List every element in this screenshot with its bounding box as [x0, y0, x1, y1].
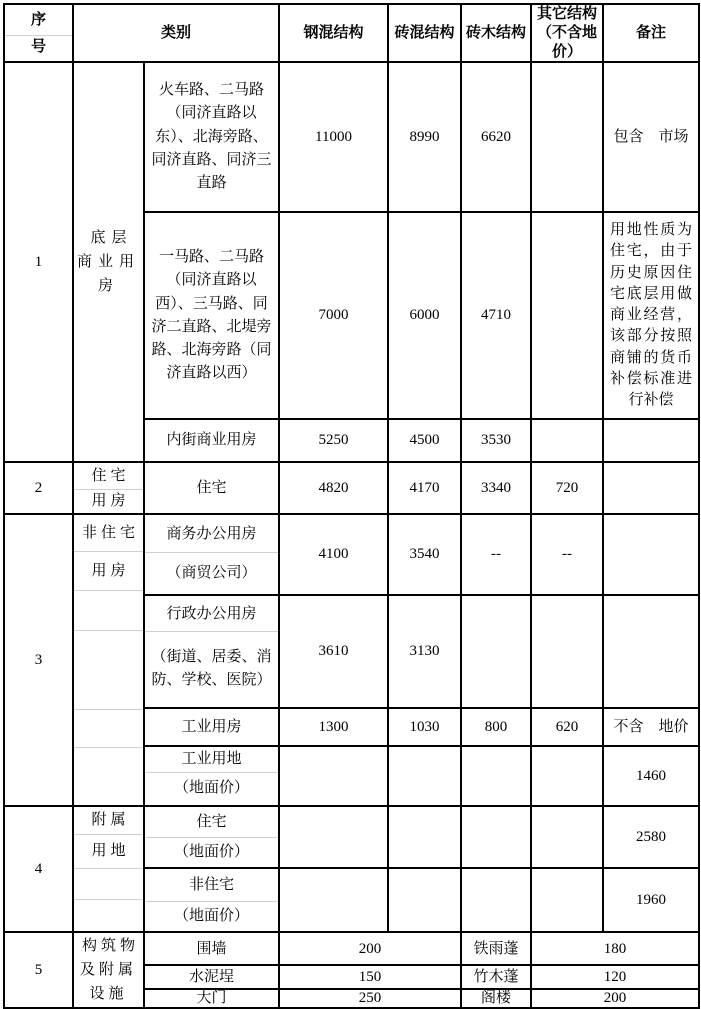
- brick-concrete-value-r3: 4500: [388, 419, 461, 462]
- category-line: 住宅: [91, 467, 130, 484]
- brick-wood-header-cell: 砖木结构: [461, 4, 531, 62]
- category-line: 附属: [91, 812, 130, 829]
- remark-cell-r4: [603, 462, 699, 514]
- serial-cell-3: 3: [4, 514, 73, 806]
- brick-concrete-value-r2: 6000: [388, 212, 461, 419]
- steel-value-r5: 4100: [279, 514, 388, 595]
- remark-cell-r3: [603, 419, 699, 462]
- brick-wood-value-r10: [461, 868, 531, 932]
- name-line: 非住宅: [189, 877, 235, 894]
- other-value-r6: [531, 595, 603, 708]
- brick-wood-value-r4: 3340: [461, 462, 531, 514]
- steel-value-r8: [279, 746, 388, 806]
- remark-cell-r1: 包含 市场: [603, 62, 699, 212]
- name-cell-r12: 水泥埕: [144, 965, 279, 989]
- steel-value-r10: [279, 868, 388, 932]
- steel-value-r2: 7000: [279, 212, 388, 419]
- remark-cell-r5: [603, 514, 699, 595]
- other-value-r2: [531, 212, 603, 419]
- other-value-r10: [531, 868, 603, 932]
- serial-cell-5: 5: [4, 932, 73, 1008]
- name-cell-r2: 一马路、二马路（同济直路以西）、三马路、同济二直路、北堤旁路、北海旁路（同济直路以西）: [144, 212, 279, 419]
- category-line: [74, 747, 143, 805]
- value-cell-r13: 250: [279, 989, 461, 1008]
- category-cell-non-residential: [73, 514, 144, 806]
- category-line: 用房: [74, 551, 143, 590]
- remark-cell-r8: 1460: [603, 746, 699, 806]
- name-cell-r3: 内街商业用房: [144, 419, 279, 462]
- name-line: （商贸公司）: [145, 552, 278, 593]
- serial-cell-2: 2: [4, 462, 73, 514]
- name2-cell-r11: 铁雨蓬: [461, 932, 531, 965]
- category-line: [74, 899, 143, 931]
- name-cell-r5: [144, 514, 279, 595]
- other-value-r9: [531, 806, 603, 868]
- name2-cell-r13: 阁楼: [461, 989, 531, 1008]
- remark-cell-r2: 用地性质为住宅，由于历史原因住宅底层用做商业经营，该部分按照商铺的货币补偿标准进行补偿: [603, 212, 699, 419]
- category-cell-ground-floor-commercial: 底层商业用房: [73, 62, 144, 462]
- category-cell-residential: [73, 462, 144, 514]
- other-structure-header-cell: 其它结构（不含地价）: [531, 4, 603, 62]
- compensation-standards-table: [3, 3, 700, 1009]
- remark-cell-r10: 1960: [603, 868, 699, 932]
- value2-cell-r11: 180: [531, 932, 699, 965]
- steel-value-r6: 3610: [279, 595, 388, 708]
- steel-value-r3: 5250: [279, 419, 388, 462]
- serial-cell-1: 1: [4, 62, 73, 462]
- brick-concrete-header-cell: 砖混结构: [388, 4, 461, 62]
- remark-header-cell: 备注: [603, 4, 699, 62]
- name-cell-r8: [144, 746, 279, 806]
- category-line: [74, 630, 143, 709]
- value-cell-r12: 150: [279, 965, 461, 989]
- brick-concrete-value-r7: 1030: [388, 708, 461, 746]
- steel-value-r9: [279, 806, 388, 868]
- other-value-r5: --: [531, 514, 603, 595]
- other-value-r1: [531, 62, 603, 212]
- serial-header-cell: [4, 4, 73, 62]
- brick-wood-value-r5: --: [461, 514, 531, 595]
- steel-structure-header-cell: 钢混结构: [279, 4, 388, 62]
- steel-value-r4: 4820: [279, 462, 388, 514]
- name-line: 行政办公用房: [166, 605, 257, 622]
- brick-concrete-value-r1: 8990: [388, 62, 461, 212]
- remark-cell-r9: 2580: [603, 806, 699, 868]
- brick-wood-value-r3: 3530: [461, 419, 531, 462]
- serial-header-line1: 序: [30, 12, 46, 29]
- category-header-cell: 类别: [73, 4, 279, 62]
- brick-wood-value-r1: 6620: [461, 62, 531, 212]
- name-line: 商务办公用房: [166, 525, 257, 542]
- brick-concrete-value-r6: 3130: [388, 595, 461, 708]
- name-cell-r10: [144, 868, 279, 932]
- category-line: [74, 868, 143, 899]
- category-line: 非住宅: [81, 524, 139, 541]
- remark-cell-r6: [603, 595, 699, 708]
- other-value-r4: 720: [531, 462, 603, 514]
- name-cell-r1: 火车路、二马路（同济直路以东）、北海旁路、同济直路、同济三直路: [144, 62, 279, 212]
- category-cell-attached-land: [73, 806, 144, 932]
- brick-wood-value-r9: [461, 806, 531, 868]
- serial-cell-4: 4: [4, 806, 73, 932]
- name-cell-r11: 围墙: [144, 932, 279, 965]
- name-cell-r4: 住宅: [144, 462, 279, 514]
- name-line: （街道、居委、消防、学校、医院）: [145, 631, 278, 706]
- serial-header-line2: 号: [5, 35, 72, 60]
- name-line: 工业用地: [181, 751, 242, 768]
- other-value-r7: 620: [531, 708, 603, 746]
- value2-cell-r12: 120: [531, 965, 699, 989]
- brick-wood-value-r8: [461, 746, 531, 806]
- brick-concrete-value-r10: [388, 868, 461, 932]
- other-value-r8: [531, 746, 603, 806]
- name-cell-r6: [144, 595, 279, 708]
- category-line: 用房: [74, 489, 143, 513]
- value-cell-r11: 200: [279, 932, 461, 965]
- name-cell-r13: 大门: [144, 989, 279, 1008]
- category-line: [74, 590, 143, 630]
- brick-concrete-value-r8: [388, 746, 461, 806]
- brick-wood-value-r2: 4710: [461, 212, 531, 419]
- brick-wood-value-r6: [461, 595, 531, 708]
- brick-concrete-value-r4: 4170: [388, 462, 461, 514]
- category-line: 用地: [74, 834, 143, 868]
- name-line: （地面价）: [145, 901, 278, 930]
- other-value-r3: [531, 419, 603, 462]
- remark-cell-r7: 不含 地价: [603, 708, 699, 746]
- brick-concrete-value-r5: 3540: [388, 514, 461, 595]
- name-cell-r9: [144, 806, 279, 868]
- name2-cell-r12: 竹木蓬: [461, 965, 531, 989]
- name-line: （地面价）: [145, 772, 278, 805]
- steel-value-r7: 1300: [279, 708, 388, 746]
- brick-concrete-value-r9: [388, 806, 461, 868]
- category-cell-structures: 构筑物及附属设施: [73, 932, 144, 1008]
- name-line: 住宅: [196, 814, 227, 831]
- steel-value-r1: 11000: [279, 62, 388, 212]
- name-line: （地面价）: [145, 837, 278, 866]
- name-cell-r7: 工业用房: [144, 708, 279, 746]
- brick-wood-value-r7: 800: [461, 708, 531, 746]
- category-line: [74, 709, 143, 747]
- value2-cell-r13: 200: [531, 989, 699, 1008]
